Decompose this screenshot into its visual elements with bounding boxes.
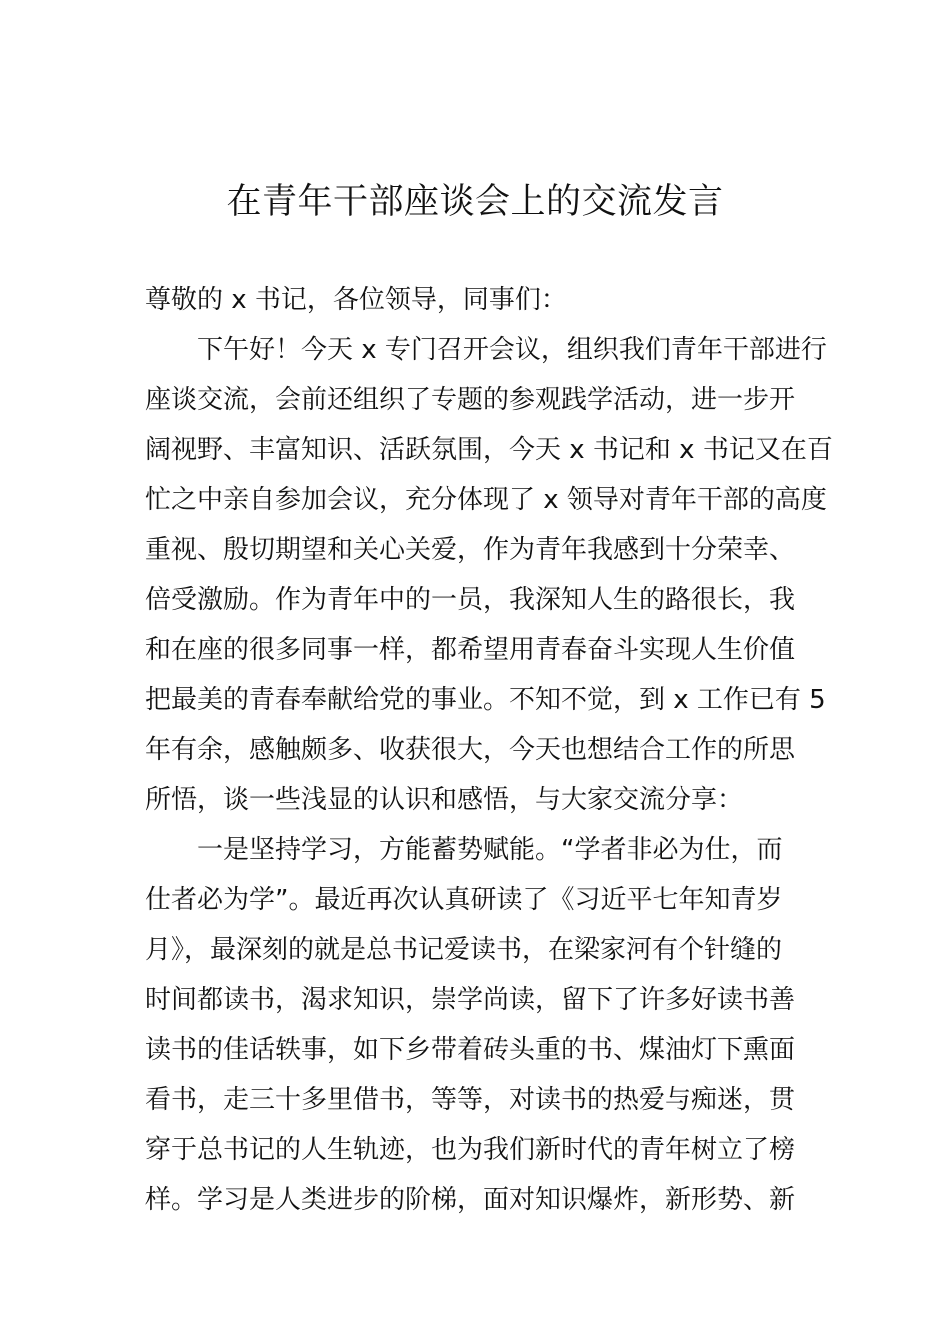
- paragraph-line: 仕者必为学”。最近再次认真研读了《习近平七年知青岁: [145, 885, 783, 915]
- paragraph-line: 座谈交流，会前还组织了专题的参观践学活动，进一步开: [145, 385, 796, 415]
- document-body: [145, 275, 833, 1225]
- salutation-line: 尊敬的 x 书记，各位领导，同事们：: [145, 285, 567, 315]
- paragraph-line: 重视、殷切期望和关心关爱，作为青年我感到十分荣幸、: [145, 535, 796, 565]
- paragraph-line: 所悟，谈一些浅显的认识和感悟，与大家交流分享：: [145, 785, 744, 815]
- paragraph-line: 一是坚持学习，方能蓄势赋能。“学者非必为仕，而: [197, 835, 783, 865]
- paragraph-line: 看书，走三十多里借书，等等，对读书的热爱与痴迷，贯: [145, 1085, 796, 1115]
- paragraph-line: 穿于总书记的人生轨迹，也为我们新时代的青年树立了榜: [145, 1135, 796, 1165]
- document-title: 在青年干部座谈会上的交流发言: [226, 182, 724, 222]
- paragraph-line: 时间都读书，渴求知识，崇学尚读，留下了许多好读书善: [145, 985, 796, 1015]
- paragraph-line: 样。学习是人类进步的阶梯，面对知识爆炸，新形势、新: [145, 1185, 796, 1215]
- paragraph-line: 月》，最深刻的就是总书记爱读书，在梁家河有个针缝的: [145, 935, 783, 965]
- paragraph-line: 年有余，感触颇多、收获很大，今天也想结合工作的所思: [145, 735, 796, 765]
- paragraph-line: 读书的佳话轶事，如下乡带着砖头重的书、煤油灯下熏面: [145, 1035, 796, 1065]
- paragraph-line: 阔视野、丰富知识、活跃氛围，今天 x 书记和 x 书记又在百: [145, 435, 833, 465]
- paragraph-line: 倍受激励。作为青年中的一员，我深知人生的路很长，我: [145, 585, 796, 615]
- paragraph-line: 下午好！今天 x 专门召开会议，组织我们青年干部进行: [197, 335, 827, 365]
- paragraph-line: 和在座的很多同事一样，都希望用青春奋斗实现人生价值: [145, 635, 796, 665]
- paragraph-line: 忙之中亲自参加会议，充分体现了 x 领导对青年干部的高度: [145, 485, 827, 515]
- paragraph-line: 把最美的青春奉献给党的事业。不知不觉，到 x 工作已有 5: [145, 685, 826, 715]
